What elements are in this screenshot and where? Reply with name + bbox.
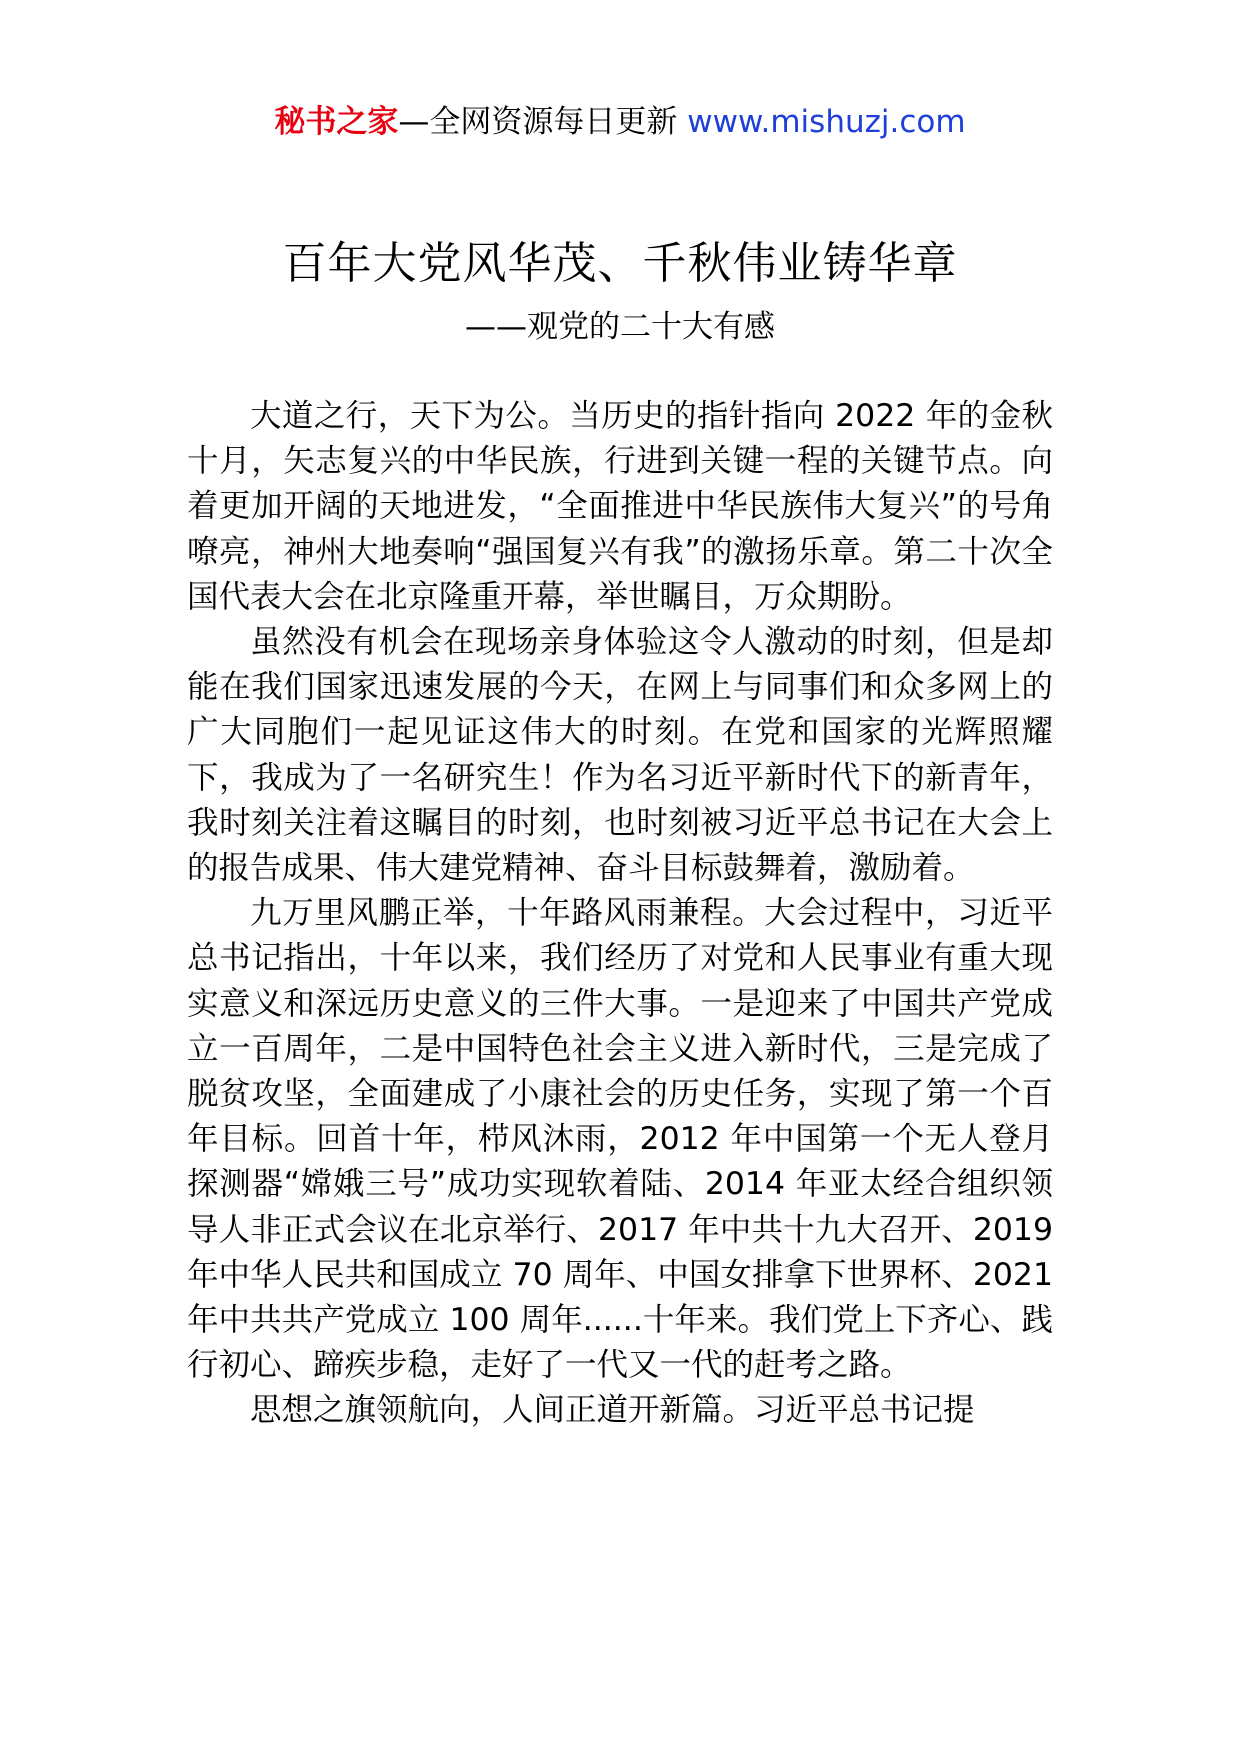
body-paragraph: 虽然没有机会在现场亲身体验这令人激动的时刻，但是却能在我们国家迅速发展的今天，在网上与同事们和众多网上的广大同胞们一起见证这伟大的时刻。在党和国家的光辉照耀下，我成为了一名研究生！作为名习近平新时代下的新青年，我时刻关注着这瞩目的时刻，也时刻被习近平总书记在大会上的报告成果、伟大建党精神、奋斗目标鼓舞着，激励着。 [187,624,1053,887]
site-url-link[interactable]: www.mishuzj.com [687,104,966,140]
document-title: 百年大党风华茂、千秋伟业铸华章 [282,238,958,289]
site-slogan: —全网资源每日更新 [398,104,688,140]
site-brand: 秘书之家 [274,104,399,140]
body-paragraph: 思想之旗领航向，人间正道开新篇。习近平总书记提 [250,1392,975,1429]
body-paragraph: 九万里风鹏正举，十年路风雨兼程。大会过程中，习近平总书记指出，十年以来，我们经历了对党和人民事业有重大现实意义和深远历史意义的三件大事。一是迎来了中国共产党成立一百周年，二是中国特色社会主义进入新时代，三是完成了脱贫攻坚，全面建成了小康社会的历史任务，实现了第一个百年目标。回首十年，栉风沐雨，2012 年中国第一个无人登月探测器“嫦娥三号”成功实现软着陆、2014 年亚太经合组织领导人非正式会议在北京举行、2017 年中共十九大召开、2019 年中华人民共和国成立 70 周年、中国女排拿下世界杯、2021 年中共共产党成立 100 周年......十年来。我们党上下齐心、践行初心、蹄疾步稳，走好了一代又一代的赶考之路。 [187,895,1053,1384]
document-subtitle: ——观党的二十大有感 [465,309,775,345]
document-body [187,394,1053,1434]
site-header [0,100,1240,144]
body-paragraph: 大道之行，天下为公。当历史的指针指向 2022 年的金秋十月，矢志复兴的中华民族，行进到关键一程的关键节点。向着更加开阔的天地进发，“全面推进中华民族伟大复兴”的号角嘹亮，神州大地奏响“强国复兴有我”的激扬乐章。第二十次全国代表大会在北京隆重开幕，举世瞩目，万众期盼。 [187,398,1053,615]
